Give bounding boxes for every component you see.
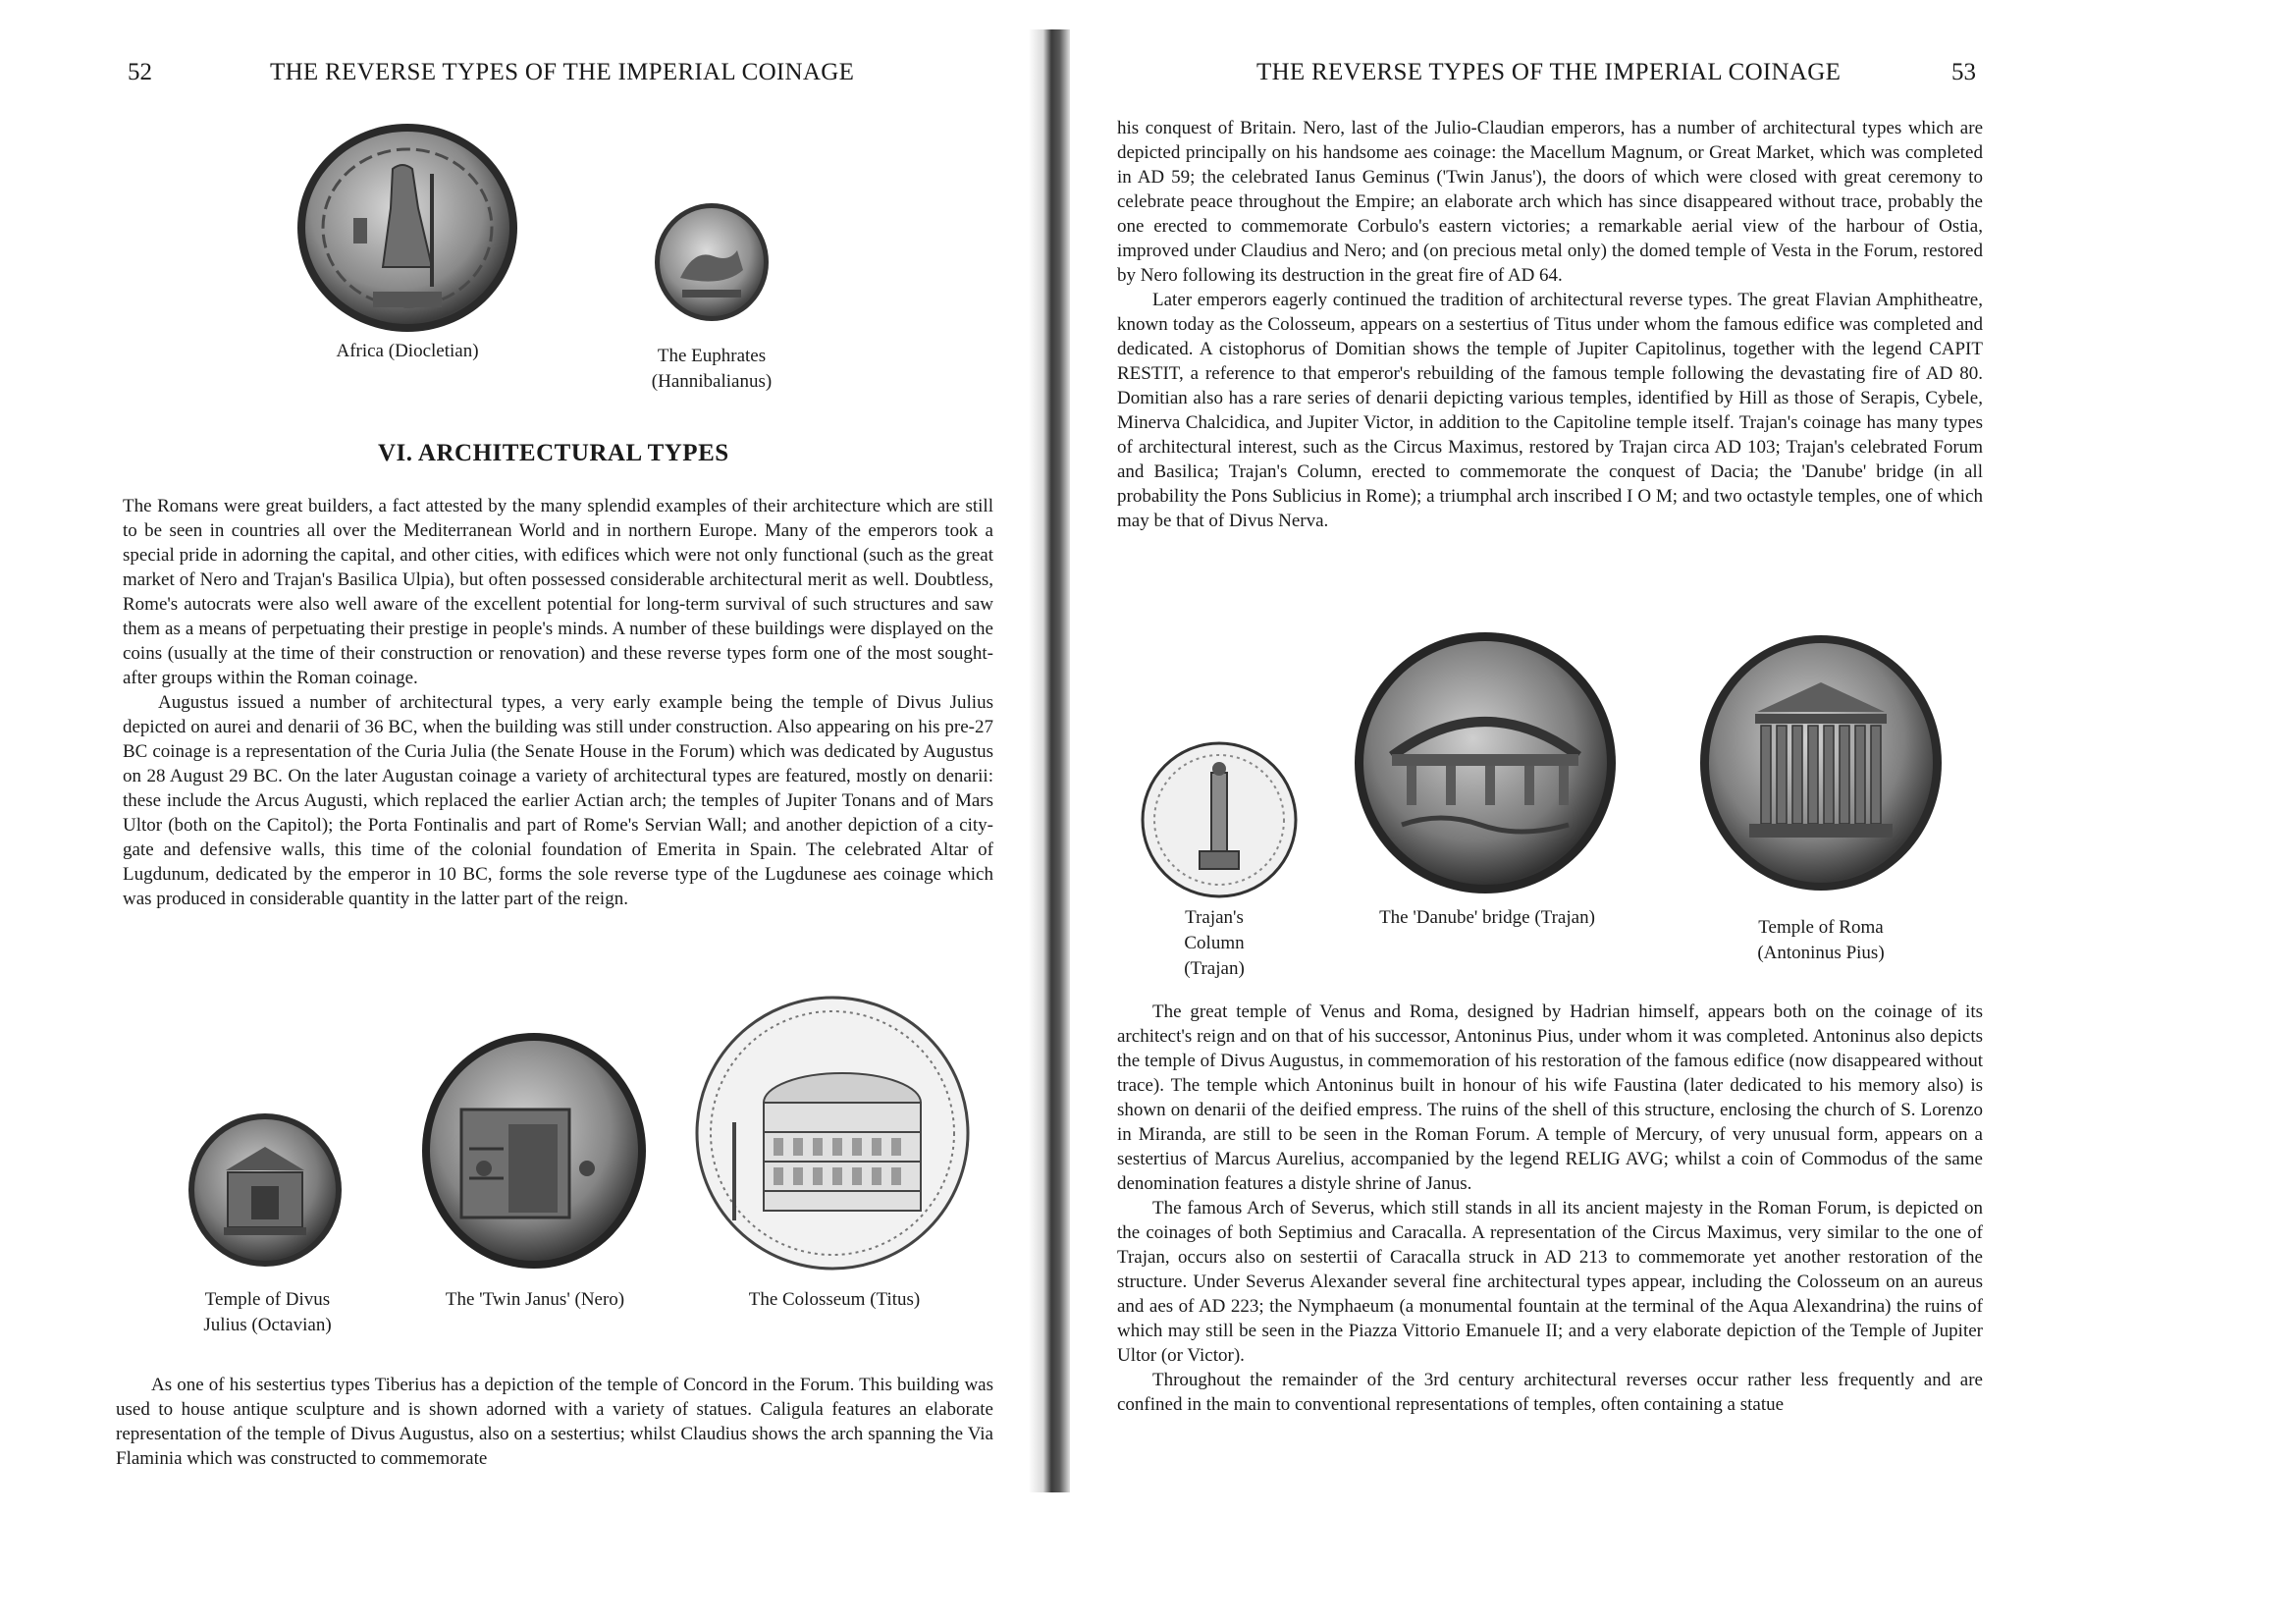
coin-trajans-column-icon	[1141, 741, 1298, 898]
paragraph: Throughout the remainder of the 3rd century architectural reverses occur rather less frequently and are confined in the main to conventional representations of temples, often containing a statue	[1117, 1370, 1983, 1415]
caption-africa: Africa (Diocletian)	[336, 341, 479, 361]
caption-twin-janus: The 'Twin Janus' (Nero)	[445, 1289, 625, 1310]
caption-temple-roma: Temple of Roma (Antoninus Pius)	[1757, 917, 1885, 963]
right-page	[1070, 0, 2296, 1624]
caption-colosseum: The Colosseum (Titus)	[748, 1289, 921, 1310]
caption-temple-divus-julius: Temple of Divus Julius (Octavian)	[203, 1289, 332, 1335]
coin-twin-janus-icon	[420, 1031, 648, 1272]
coin-temple-divus-julius-icon	[187, 1111, 344, 1269]
paragraph: his conquest of Britain. Nero, last of the Julio-Claudian emperors, has a number of architectural types which are depicted principally on his handsome aes coinage: the Macellum Magnum, or Great Market, which was completed in AD 59; the celebrated Ianus Geminus ('Twin Janus'), the doors of which were closed with great ceremony to celebrate peace throughout the Empire; an elaborate arch which has since disappeared without trace, probably the one erected to commemorate Corbulo's eastern victories; a remarkable aerial view of the harbour of Ostia, improved under Claudius and Nero; and (on precious metal only) the domed temple of Vesta in the Forum, restored by Nero following its destruction in the great fire of AD 64.	[1117, 118, 1983, 286]
caption-danube-bridge: The 'Danube' bridge (Trajan)	[1379, 907, 1595, 928]
coin-colosseum-icon	[695, 995, 970, 1272]
caption-trajans-column: Trajan's Column (Trajan)	[1184, 907, 1245, 979]
body-left-bottom	[116, 1373, 993, 1471]
paragraph: Augustus issued a number of architectural types, a very early example being the temple of Divus Julius depicted on aurei and denarii of 36 BC, when the building was still under construction. Also appearing on his pre-27 BC coinage is a representation of the Curia Julia (the Senate House in the Forum) which was dedicated by Augustus on 28 August 29 BC. On the later Augustan coinage a variety of architectural types are featured, mostly on denarii: these include the Arcus Augusti, which replaced the earlier Actian arch; the temples of Jupiter Tonans and of Mars Ultor (both on the Capitol); the Porta Fontinalis and part of Rome's Servian Wall; and another depiction of a city-gate and defensive walls, this time of the colonial foundation of Emerita in Spain. The celebrated Altar of Lugdunum, dedicated by the emperor in 10 BC, forms the sole reverse type of the Lugdunese aes coinage which was produced in considerable quantity in the latter part of the reign.	[123, 692, 993, 909]
body-left-top	[123, 494, 993, 911]
paragraph: The great temple of Venus and Roma, designed by Hadrian himself, appears both on the coinage of its architect's reign and on that of his successor, Antoninus Pius, under whom it was completed. Antoninus also depicts the temple of Divus Augustus, in commemoration of his restoration of the famous edifice (now disappeared without trace). The temple which Antoninus built in honour of his wife Faustina (later dedicated to his memory also) is shown on denarii of the deified empress. The ruins of the shell of this structure, enclosing the church of S. Lorenzo in Miranda, are still to be seen in the Roman Forum. A temple of Mercury, of very unusual form, appears on a sestertius of Marcus Aurelius, accompanied by the legend RELIG AVG; whilst a coin of Commodus of the same denomination features a distyle shrine of Janus.	[1117, 1001, 1983, 1194]
left-page	[0, 0, 1041, 1624]
running-head: THE REVERSE TYPES OF THE IMPERIAL COINAGE	[1256, 59, 1842, 85]
coin-temple-roma-icon	[1698, 633, 1944, 893]
book-gutter	[1029, 29, 1070, 1492]
paragraph: The Romans were great builders, a fact attested by the many splendid examples of their architecture which are still to be seen in countries all over the Mediterranean World and in northern Europe. Many of the emperors took a special pride in adorning the capital, and other cities, with edifices which were not only functional (such as the great market of Nero and Trajan's Basilica Ulpia), but often possessed considerable architectural merit as well. Doubtless, Rome's autocrats were also well aware of the excellent potential for long-term survival of such structures and saw them as a means of perpetuating their prestige in people's minds. A number of these buildings were displayed on the coins (usually at the time of their construction or renovation) and these reverse types form one of the most sought-after groups within the Roman coinage.	[123, 496, 993, 688]
coin-africa-icon	[294, 120, 520, 336]
running-head: THE REVERSE TYPES OF THE IMPERIAL COINAGE	[270, 59, 855, 85]
paragraph: As one of his sestertius types Tiberius has a depiction of the temple of Concord in the Forum. This building was used to house antique sculpture and is shown adorned with a variety of statues. Caligula features an elaborate representation of the temple of Divus Augustus, also on a sestertius; whilst Claudius shows the arch spanning the Via Flaminia which was constructed to commemorate	[116, 1375, 993, 1469]
page-number: 53	[1951, 59, 1976, 85]
coin-danube-bridge-icon	[1353, 628, 1618, 898]
page-number: 52	[128, 59, 152, 85]
section-title: VI. ARCHITECTURAL TYPES	[378, 440, 729, 466]
coin-euphrates-icon	[653, 201, 771, 324]
caption-euphrates: The Euphrates (Hannibalianus)	[651, 346, 773, 392]
paragraph: Later emperors eagerly continued the tradition of architectural reverse types. The great Flavian Amphitheatre, known today as the Colosseum, appears on a sestertius of Titus under whom the famous edifice was completed and dedicated. A cistophorus of Domitian shows the temple of Jupiter Capitolinus, together with the legend CAPIT RESTIT, a reference to that emperor's rebuilding of the famous temple following the devastating fire of AD 80. Domitian also has a rare series of denarii depicting various temples, identified by Hill as those of Serapis, Cybele, Minerva Chalcidica, and Jupiter Victor, in addition to the Capitoline temple itself. Trajan's coinage has many types of architectural interest, such as the Circus Maximus, restored by Trajan circa AD 103; Trajan's celebrated Forum and Basilica; Trajan's Column, erected to commemorate the conquest of Dacia; the 'Danube' bridge (in all probability the Pons Sublicius in Rome); a triumphal arch inscribed I O M; and two octastyle temples, one of which may be that of Divus Nerva.	[1117, 290, 1983, 531]
body-right-top	[1117, 116, 1983, 533]
body-right-bottom	[1117, 1000, 1983, 1417]
paragraph: The famous Arch of Severus, which still stands in all its ancient majesty in the Roman Forum, is depicted on the coinages of both Septimius and Caracalla. A representation of the Circus Maximus, very similar to the one of Trajan, occurs also on sestertii of Caracalla struck in AD 213 to commemorate yet another restoration of the structure. Under Severus Alexander several fine architectural types appear, including the Colosseum on an aureus and aes of AD 223; the Nymphaeum (a monumental fountain at the terminal of the Aqua Alexandrina) the ruins of which may still be seen in the Piazza Vittorio Emanuele II; and a very elaborate depiction of the Temple of Jupiter Ultor (or Victor).	[1117, 1198, 1983, 1366]
